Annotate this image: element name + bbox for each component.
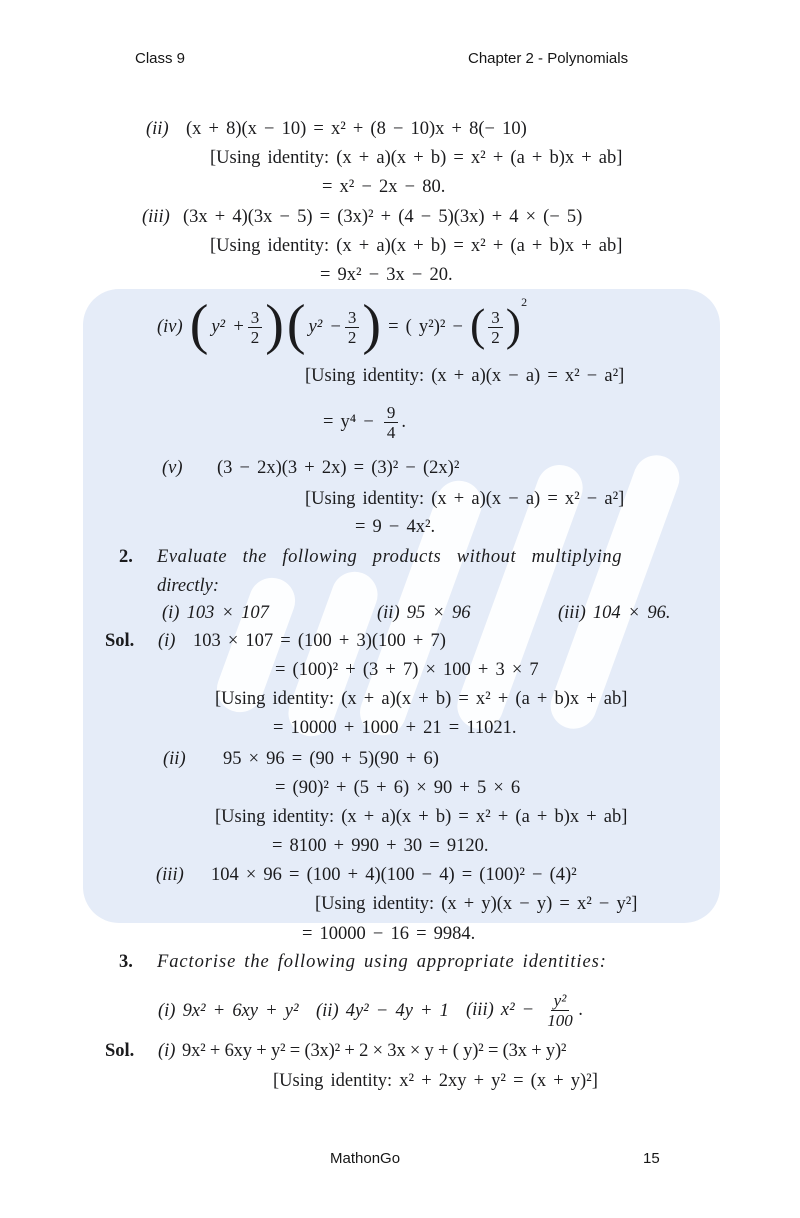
- sol2-ii-line2: = (90)² + (5 + 6) × 90 + 5 × 6: [275, 778, 521, 798]
- period: .: [401, 411, 406, 432]
- part-iii-result: = 9x² − 3x − 20.: [320, 265, 453, 285]
- header-chapter-label: Chapter 2 - Polynomials: [468, 50, 629, 67]
- open-paren: (: [286, 294, 306, 356]
- sol2-iii-identity: [Using identity: (x + y)(x − y) = x² − y²]: [315, 894, 638, 914]
- close-paren: ): [505, 299, 522, 350]
- part-v-identity: [Using identity: (x + a)(x − a) = x² − a²]: [305, 489, 625, 509]
- question-2-number: 2.: [119, 547, 133, 567]
- sol-label: Sol.: [105, 631, 135, 651]
- part-ii-result: = x² − 2x − 80.: [322, 177, 446, 197]
- footer-page-number: 15: [643, 1150, 660, 1167]
- close-paren: ): [362, 294, 382, 356]
- question-3-number: 3.: [119, 952, 133, 972]
- sol2-i-label: (i): [158, 631, 176, 651]
- part-iii-identity: [Using identity: (x + a)(x + b) = x² + (a + b)x + ab]: [210, 236, 623, 256]
- part-iv-label: (iv): [157, 316, 183, 337]
- part-v-equation: (3 − 2x)(3 + 2x) = (3)² − (2x)²: [217, 458, 460, 478]
- period: .: [578, 999, 584, 1020]
- sol3-i-line: 9x² + 6xy + y² = (3x)² + 2 × 3x × y + ( y)² = (3x + y)²: [182, 1041, 567, 1061]
- sol3-i-label: (i): [158, 1041, 176, 1061]
- part-ii-label: (ii): [146, 119, 169, 139]
- part-iii-equation: (3x + 4)(3x − 5) = (3x)² + (4 − 5)(3x) + 4 × (− 5): [183, 207, 583, 227]
- part-iii-label: (iii): [142, 207, 170, 227]
- question-3-item-iii: [466, 983, 583, 1037]
- fraction: $\frac{3}{2}$: [345, 308, 360, 347]
- open-paren: (: [189, 294, 209, 356]
- sol2-i-line2: = (100)² + (3 + 7) × 100 + 3 × 7: [275, 660, 539, 680]
- fraction: $\frac{9}{4}$: [384, 403, 399, 442]
- sol3-i-identity: [Using identity: x² + 2xy + y² = (x + y)²]: [273, 1071, 598, 1091]
- term: y² −: [308, 316, 342, 337]
- question-3-item-ii: (ii) 4y² − 4y + 1: [316, 1001, 449, 1021]
- sol2-iii-result: = 10000 − 16 = 9984.: [302, 924, 476, 944]
- question-2-item-ii: (ii) 95 × 96: [377, 603, 471, 623]
- header-class-label: Class 9: [135, 50, 186, 67]
- fraction: $\frac{3}{2}$: [488, 308, 503, 347]
- sol2-ii-line1: 95 × 96 = (90 + 5)(90 + 6): [223, 749, 439, 769]
- close-paren: ): [265, 294, 284, 356]
- sol2-ii-label: (ii): [163, 749, 186, 769]
- term: = ( y²)² −: [388, 316, 463, 337]
- term: = y⁴ −: [323, 411, 374, 432]
- exponent: 2: [521, 295, 528, 309]
- question-2-item-iii: (iii) 104 × 96.: [558, 603, 671, 623]
- question-2-item-i: (i) 103 × 107: [162, 603, 269, 623]
- sol-label: Sol.: [105, 1041, 135, 1061]
- part-iv-equation: [157, 294, 527, 360]
- part-iv-identity: [Using identity: (x + a)(x − a) = x² − a²]: [305, 366, 625, 386]
- part-ii-identity: [Using identity: (x + a)(x + b) = x² + (a + b)x + ab]: [210, 148, 623, 168]
- fraction: $\frac{3}{2}$: [248, 308, 263, 347]
- sol2-i-line1: 103 × 107 = (100 + 3)(100 + 7): [193, 631, 446, 651]
- term: y² +: [211, 316, 245, 337]
- sol2-i-result: = 10000 + 1000 + 21 = 11021.: [273, 718, 517, 738]
- fraction: $\frac{\text{y²}}{100}$: [547, 990, 573, 1030]
- footer-brand: MathonGo: [330, 1150, 401, 1167]
- open-paren: (: [469, 299, 486, 350]
- term: (iii) x² −: [466, 999, 535, 1020]
- question-3-statement: Factorise the following using appropriate identities:: [157, 952, 607, 972]
- sol2-i-identity: [Using identity: (x + a)(x + b) = x² + (a + b)x + ab]: [215, 689, 628, 709]
- sol2-iii-label: (iii): [156, 865, 184, 885]
- part-v-label: (v): [162, 458, 183, 478]
- question-2-statement-2: directly:: [157, 576, 219, 596]
- question-3-item-i: (i) 9x² + 6xy + y²: [158, 1001, 299, 1021]
- part-iv-result: [323, 399, 406, 445]
- sol2-ii-identity: [Using identity: (x + a)(x + b) = x² + (a + b)x + ab]: [215, 807, 628, 827]
- part-v-result: = 9 − 4x².: [355, 517, 436, 537]
- sol2-iii-line1: 104 × 96 = (100 + 4)(100 − 4) = (100)² − (4)²: [211, 865, 577, 885]
- part-ii-equation: (x + 8)(x − 10) = x² + (8 − 10)x + 8(− 10): [186, 119, 527, 139]
- sol2-ii-result: = 8100 + 990 + 30 = 9120.: [272, 836, 489, 856]
- question-2-statement: Evaluate the following products without multiplying: [157, 547, 622, 567]
